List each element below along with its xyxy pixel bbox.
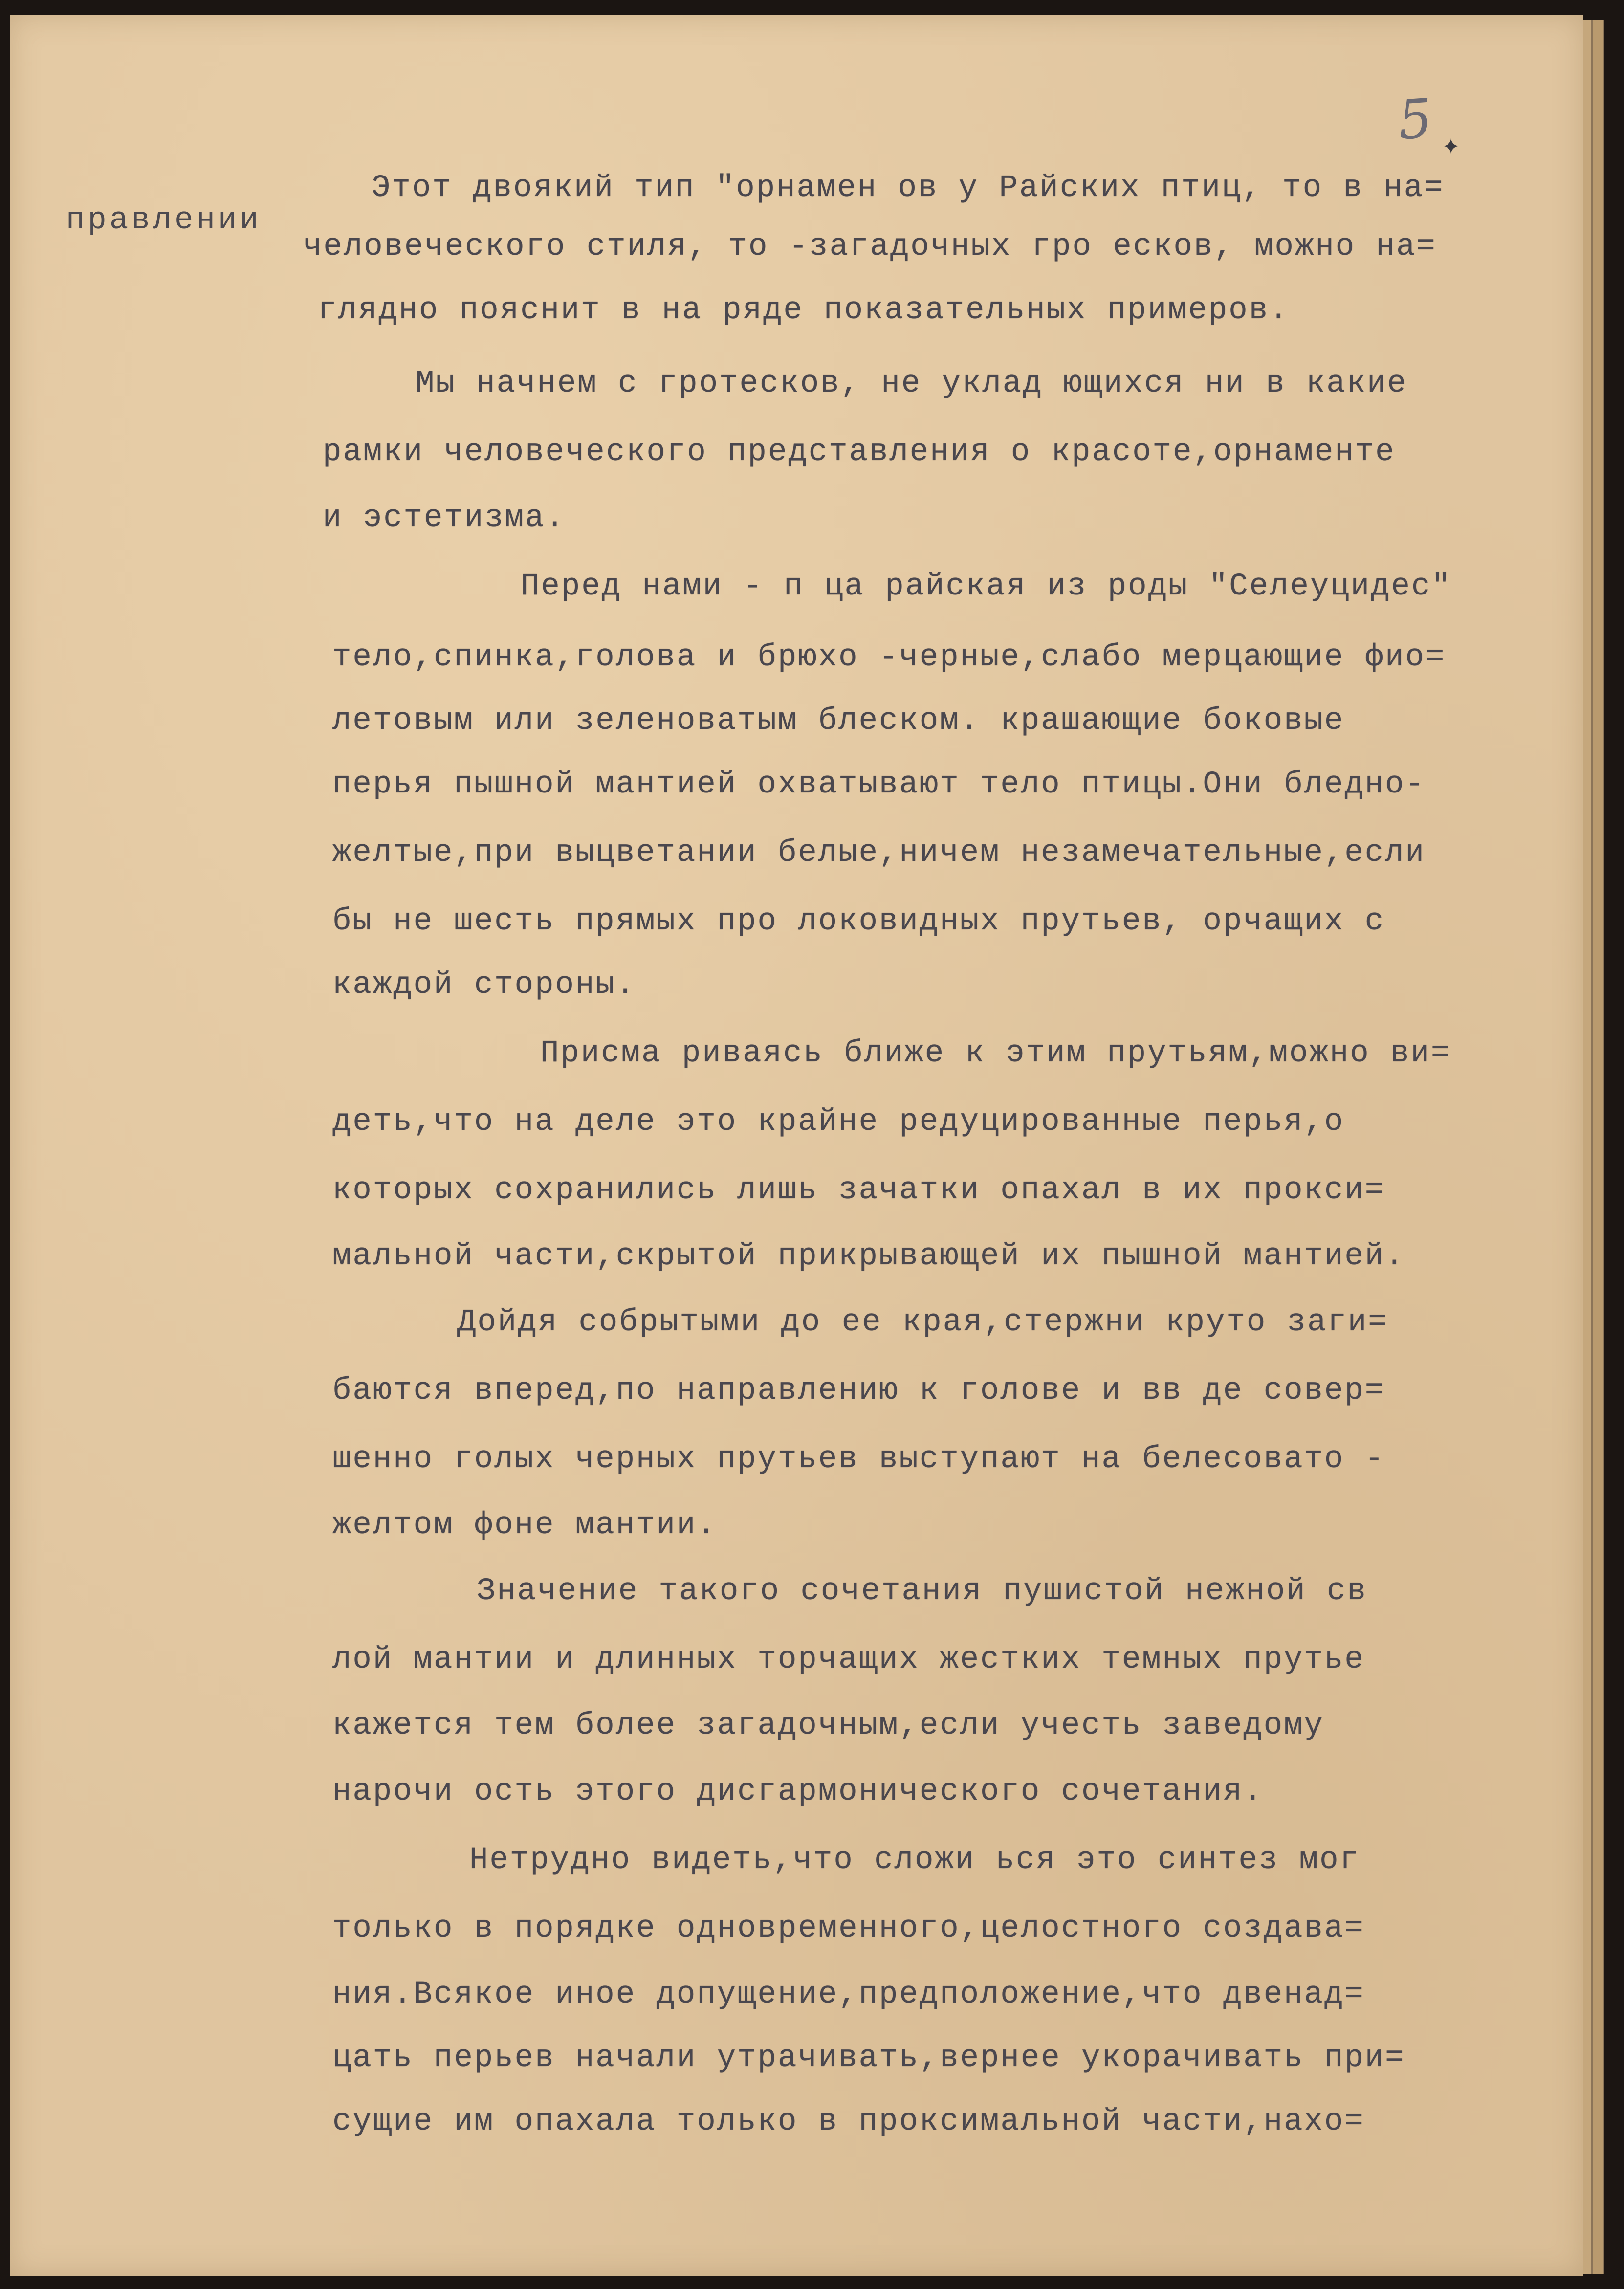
- text-line: деть,что на деле это крайне редуцированные перья,о: [332, 1104, 1345, 1140]
- text-line: цать перьев начали утрачивать,вернее укорачивать при=: [332, 2041, 1405, 2076]
- text-line: которых сохранились лишь зачатки опахал в их прокси=: [332, 1173, 1385, 1208]
- text-line: кажется тем более загадочным,если учесть заведому: [332, 1708, 1324, 1743]
- margin-note: правлении: [66, 203, 262, 238]
- text-line: желтом фоне мантии.: [332, 1508, 717, 1543]
- text-line: баются вперед,по направлению к голове и вв де совер=: [332, 1373, 1385, 1409]
- page-number: 5: [1396, 87, 1435, 152]
- text-line: перья пышной мантией охватывают тело птицы.Они бледно-: [332, 767, 1426, 802]
- text-line: желтые,при выцветании белые,ничем незамечательные,если: [332, 836, 1426, 871]
- text-line: только в порядке одновременного,целостного создава=: [332, 1911, 1365, 1946]
- star-mark-icon: ✦: [1442, 130, 1460, 163]
- text-line: Значение такого сочетания пушистой нежной св: [477, 1574, 1367, 1609]
- text-line: глядно пояснит в на ряде показательных примеров.: [318, 293, 1290, 328]
- text-line: нарочи ость этого дисгармонического сочетания.: [332, 1774, 1264, 1809]
- text-line: рамки человеческого представления о красоте,орнаменте: [323, 435, 1396, 470]
- text-line: шенно голых черных прутьев выступают на белесовато -: [332, 1442, 1385, 1477]
- text-line: Этот двоякий тип "орнамен ов у Райских птиц, то в на=: [372, 171, 1445, 206]
- text-line: ния.Всякое иное допущение,предположение,что двенад=: [332, 1977, 1365, 2012]
- text-line: сущие им опахала только в проксимальной части,нахо=: [332, 2104, 1365, 2139]
- text-line: Мы начнем с гротесков, не уклад ющихся ни в какие: [416, 366, 1407, 401]
- text-line: летовым или зеленоватым блеском. крашающие боковые: [332, 704, 1345, 739]
- text-line: каждой стороны.: [332, 968, 636, 1003]
- text-line: лой мантии и длинных торчащих жестких темных прутье: [332, 1642, 1365, 1677]
- text-line: Дойдя собрытыми до ее края,стержни круто заги=: [457, 1305, 1388, 1340]
- text-line: Присма риваясь ближе к этим прутьям,можно ви=: [540, 1036, 1451, 1071]
- text-line: бы не шесть прямых про локовидных прутьев, орчащих с: [332, 904, 1385, 939]
- text-line: и эстетизма.: [323, 501, 566, 536]
- text-line: мальной части,скрытой прикрывающей их пышной мантией.: [332, 1239, 1405, 1274]
- text-line: человеческого стиля, то -загадочных гро есков, можно на=: [303, 229, 1437, 264]
- text-line: Перед нами - п ца райская из роды "Селеуцидес": [521, 569, 1452, 604]
- text-line: Нетрудно видеть,что сложи ься это синтез мог: [469, 1843, 1360, 1878]
- text-line: тело,спинка,голова и брюхо -черные,слабо мерцающие фио=: [332, 640, 1446, 675]
